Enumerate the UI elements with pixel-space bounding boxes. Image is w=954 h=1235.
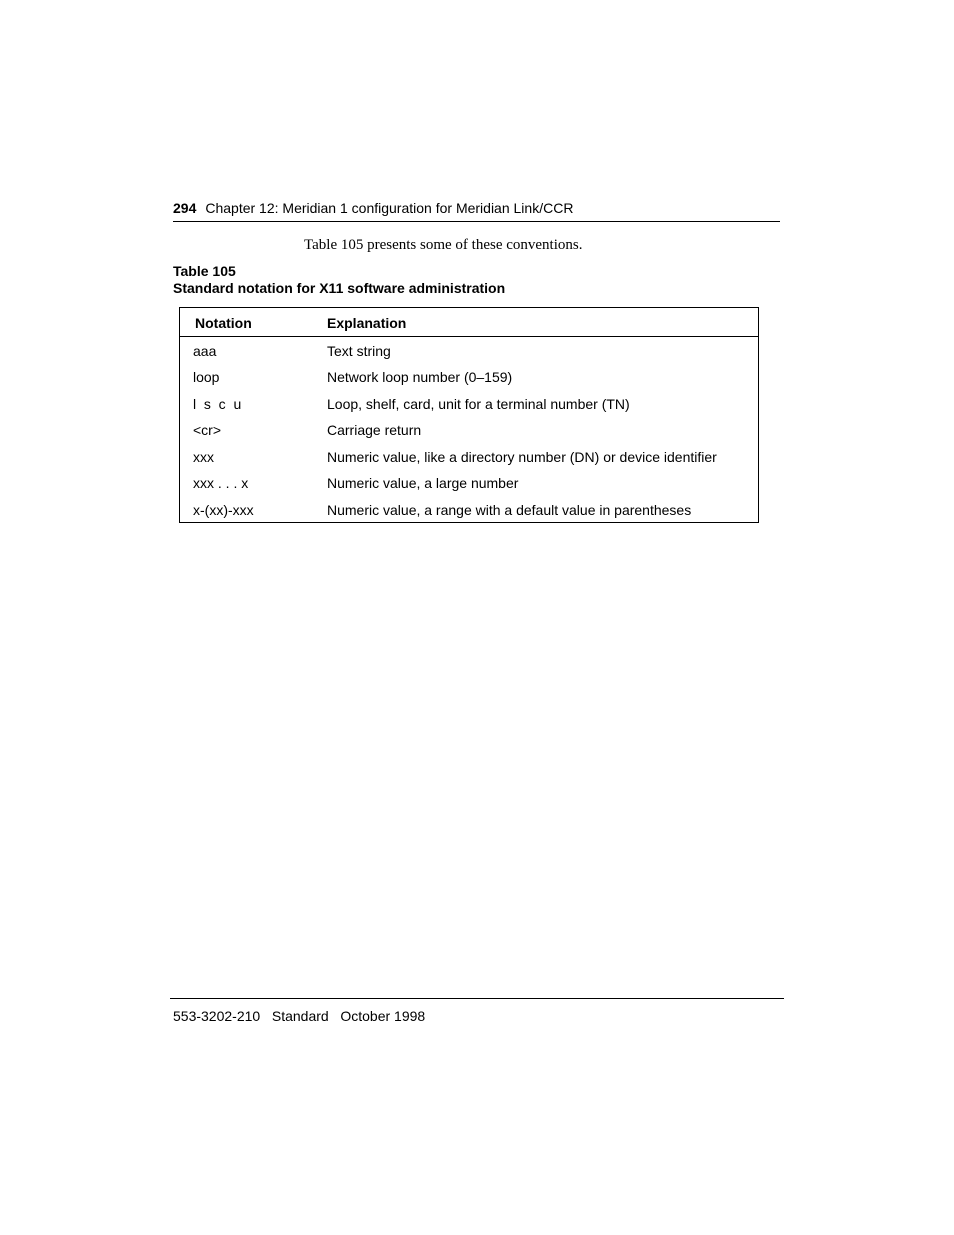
page-number: 294 [173,200,197,216]
explanation-cell: Numeric value, a large number [327,475,519,491]
doc-date: October 1998 [340,1008,426,1024]
explanation-cell: Numeric value, a range with a default value in parentheses [327,502,692,518]
page-header [173,199,780,222]
notation-cell: aaa [193,343,217,359]
table-row [180,339,758,363]
doc-status: Standard [271,1008,329,1024]
table-row [180,471,758,495]
notation-cell: loop [193,369,220,385]
footer-divider [170,998,784,999]
table-row [180,498,758,522]
notation-cell: xxx [193,449,214,465]
column-header-explanation: Explanation [327,315,407,331]
table-row [180,445,758,469]
table-row [180,418,758,442]
table-label: Table 105 [173,263,236,279]
table-header-row [180,308,758,337]
table-row [180,365,758,389]
doc-number: 553-3202-210 [173,1008,261,1024]
explanation-cell: Loop, shelf, card, unit for a terminal number (TN) [327,396,630,412]
table-row [180,392,758,416]
table-caption [173,263,505,297]
page-footer [173,1007,425,1025]
explanation-cell: Carriage return [327,422,422,438]
chapter-title: Chapter 12: Meridian 1 configuration for Meridian Link/CCR [205,200,574,216]
table-title: Standard notation for X11 software administration [173,280,506,296]
explanation-cell: Text string [327,343,391,359]
explanation-cell: Network loop number (0–159) [327,369,513,385]
explanation-cell: Numeric value, like a directory number (DN) or device identifier [327,449,717,465]
notation-cell: x-(xx)-xxx [193,502,254,518]
column-header-notation: Notation [195,315,252,331]
intro-paragraph: Table 105 presents some of these conventions. [304,237,583,253]
notation-cell: xxx . . . x [193,475,249,491]
notation-cell: <cr> [193,422,222,438]
notation-table [179,307,759,523]
notation-cell: l s c u [193,396,242,412]
